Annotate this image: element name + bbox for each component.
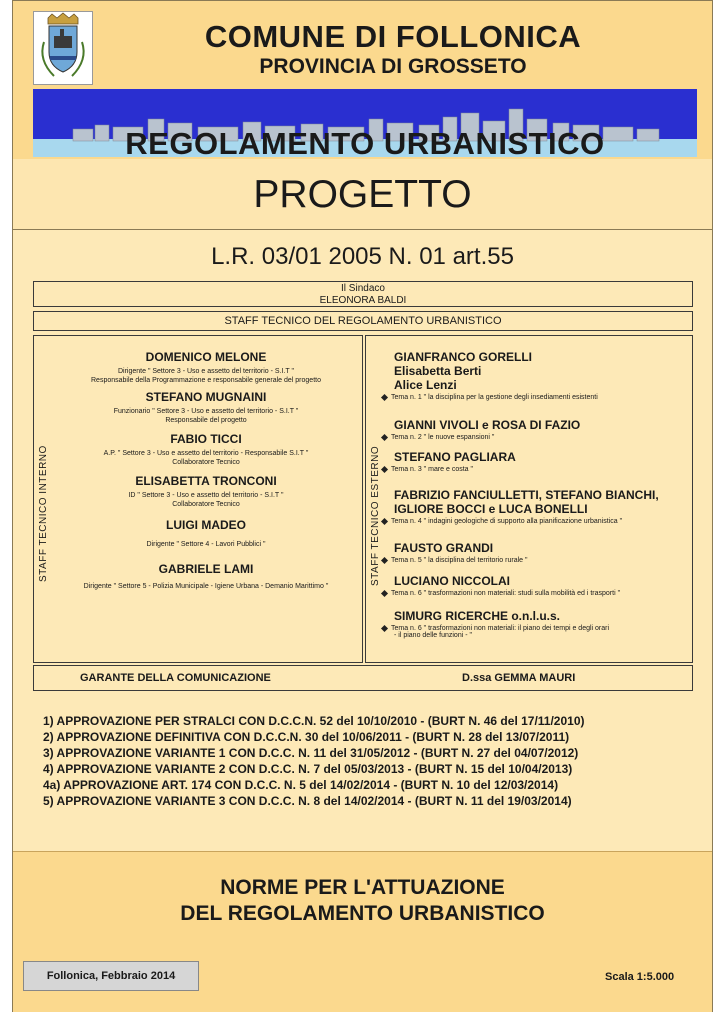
provincia-title: PROVINCIA DI GROSSETO [259, 55, 527, 78]
group-name: IGLIORE BOCCI e LUCA BONELLI [394, 502, 588, 516]
garante-box [33, 665, 693, 691]
group-tema [382, 518, 690, 525]
group-tema [382, 625, 690, 632]
approvazioni-list [43, 713, 703, 809]
tema-text: Tema n. 4 " indagini geologiche di supporto alla pianificazione urbanistica " [391, 518, 623, 525]
bullet-icon [381, 466, 388, 473]
group-tema [382, 434, 690, 441]
coat-of-arms-icon [34, 12, 92, 84]
group-name: GIANFRANCO GORELLI [394, 350, 532, 364]
scale-label: Scala 1:5.000 [605, 971, 675, 983]
person-role: Funzionario " Settore 3 - Uso e assetto del territorio - S.I.T " [113, 408, 299, 415]
group-name: Alice Lenzi [394, 378, 457, 392]
staff-esterno-group [391, 488, 690, 525]
comune-title: COMUNE DI FOLLONICA [204, 19, 582, 54]
norme-line: DEL REGOLAMENTO URBANISTICO [180, 902, 545, 925]
staff-esterno-label: STAFF TECNICO ESTERNO [370, 445, 381, 586]
bullet-icon [381, 590, 388, 597]
person-role: Dirigente " Settore 5 - Polizia Municipale - Igiene Urbana - Demanio Marittimo " [83, 583, 329, 590]
person-role: Collaboratore Tecnico [172, 501, 240, 508]
staff-esterno-group [391, 350, 690, 401]
legge-reference: L.R. 03/01 2005 N. 01 art.55 [211, 243, 514, 270]
staff-interno-person [56, 350, 356, 385]
person-name: GABRIELE LAMI [158, 562, 254, 576]
group-name: Elisabetta Berti [394, 364, 482, 378]
norme-title [13, 875, 712, 927]
staff-interno-box [33, 335, 363, 663]
tema-continuation: - il piano delle funzioni - " [394, 632, 472, 639]
person-role: Dirigente " Settore 3 - Uso e assetto del territorio - S.I.T " [117, 368, 295, 375]
staff-title-box: STAFF TECNICO DEL REGOLAMENTO URBANISTICO [33, 311, 693, 331]
person-role: Responsabile del progetto [165, 417, 247, 424]
group-tema [382, 466, 690, 473]
sindaco-label: Il Sindaco [341, 283, 385, 294]
staff-esterno-box [365, 335, 693, 663]
sindaco-name: ELEONORA BALDI [319, 295, 407, 306]
tema-text: Tema n. 5 " la disciplina del territorio rurale " [391, 557, 528, 564]
person-name: STEFANO MUGNAINI [145, 390, 267, 404]
person-name: DOMENICO MELONE [145, 350, 267, 364]
progetto-title: PROGETTO [253, 173, 472, 216]
tema-text: Tema n. 6 " trasformazioni non materiali: il piano dei tempi e degli orari [391, 625, 610, 632]
bullet-icon [381, 518, 388, 525]
group-name: SIMURG RICERCHE o.n.l.u.s. [394, 609, 561, 623]
person-name: ELISABETTA TRONCONI [135, 474, 277, 488]
person-role: Collaboratore Tecnico [172, 459, 240, 466]
staff-interno-person [56, 474, 356, 509]
approvazione-item: 5) APPROVAZIONE VARIANTE 3 CON D.C.C. N. 8 del 14/02/2014 - (BURT N. 11 del 19/03/2014) [43, 794, 572, 808]
approvazione-item: 1) APPROVAZIONE PER STRALCI CON D.C.C.N. 52 del 10/10/2010 - (BURT N. 46 del 17/11/2010) [43, 714, 585, 728]
bullet-icon [381, 557, 388, 564]
approvazione-item: 4) APPROVAZIONE VARIANTE 2 CON D.C.C. N. 7 del 05/03/2013 - (BURT N. 15 del 10/04/2013) [43, 762, 573, 776]
group-name: STEFANO PAGLIARA [394, 450, 516, 464]
tema-text: Tema n. 6 " trasformazioni non materiali: studi sulla mobilità ed i trasporti " [391, 590, 621, 597]
person-name: FABIO TICCI [170, 432, 242, 446]
staff-interno-person [56, 562, 356, 591]
approvazione-item: 2) APPROVAZIONE DEFINITIVA CON D.C.C.N. 30 del 10/06/2011 - (BURT N. 28 del 13/07/2011) [43, 730, 570, 744]
regolamento-title: REGOLAMENTO URBANISTICO [125, 126, 605, 161]
bullet-icon [381, 625, 388, 632]
person-name: LUIGI MADEO [166, 518, 246, 532]
group-name: FABRIZIO FANCIULLETTI, STEFANO BIANCHI, [394, 488, 659, 502]
person-role: Dirigente " Settore 4 - Lavori Pubblici " [146, 541, 266, 548]
staff-esterno-group [391, 418, 690, 441]
bullet-icon [381, 394, 388, 401]
document-page [12, 0, 713, 1012]
city-emblem [33, 11, 93, 85]
person-role: A.P. " Settore 3 - Uso e assetto del territorio - Responsabile S.I.T " [103, 450, 309, 457]
place-date-box: Follonica, Febbraio 2014 [23, 961, 199, 991]
group-name: LUCIANO NICCOLAI [394, 574, 510, 588]
group-tema [382, 394, 690, 401]
staff-esterno-group [391, 574, 690, 597]
staff-interno-person [56, 390, 356, 425]
staff-interno-person [56, 518, 356, 549]
bullet-icon [381, 434, 388, 441]
person-role: Responsabile della Programmazione e responsabile generale del progetto [91, 377, 321, 384]
tema-text: Tema n. 2 " le nuove espansioni " [391, 434, 495, 441]
staff-interno-person [56, 432, 356, 467]
group-tema [382, 557, 690, 564]
tema-text: Tema n. 1 " la disciplina per la gestione degli insediamenti esistenti [391, 394, 598, 401]
approvazione-item: 4a) APPROVAZIONE ART. 174 CON D.C.C. N. 5 del 14/02/2014 - (BURT N. 10 del 12/03/2014) [43, 778, 559, 792]
staff-esterno-group [391, 450, 690, 473]
tema-text: Tema n. 3 " mare e costa " [391, 466, 474, 473]
garante-label: GARANTE DELLA COMUNICAZIONE [80, 672, 271, 684]
group-name: FAUSTO GRANDI [394, 541, 494, 555]
staff-interno-label: STAFF TECNICO INTERNO [38, 445, 49, 582]
group-name: GIANNI VIVOLI e ROSA DI FAZIO [394, 418, 581, 432]
garante-name: D.ssa GEMMA MAURI [462, 672, 576, 684]
approvazione-item: 3) APPROVAZIONE VARIANTE 1 CON D.C.C. N. 11 del 31/05/2012 - (BURT N. 27 del 04/07/2012) [43, 746, 579, 760]
staff-esterno-group [391, 609, 690, 639]
sindaco-box [33, 281, 693, 307]
norme-line: NORME PER L'ATTUAZIONE [220, 876, 505, 899]
person-role: ID " Settore 3 - Uso e assetto del territorio - S.I.T " [128, 492, 284, 499]
staff-esterno-group [391, 541, 690, 564]
group-tema [382, 590, 690, 597]
